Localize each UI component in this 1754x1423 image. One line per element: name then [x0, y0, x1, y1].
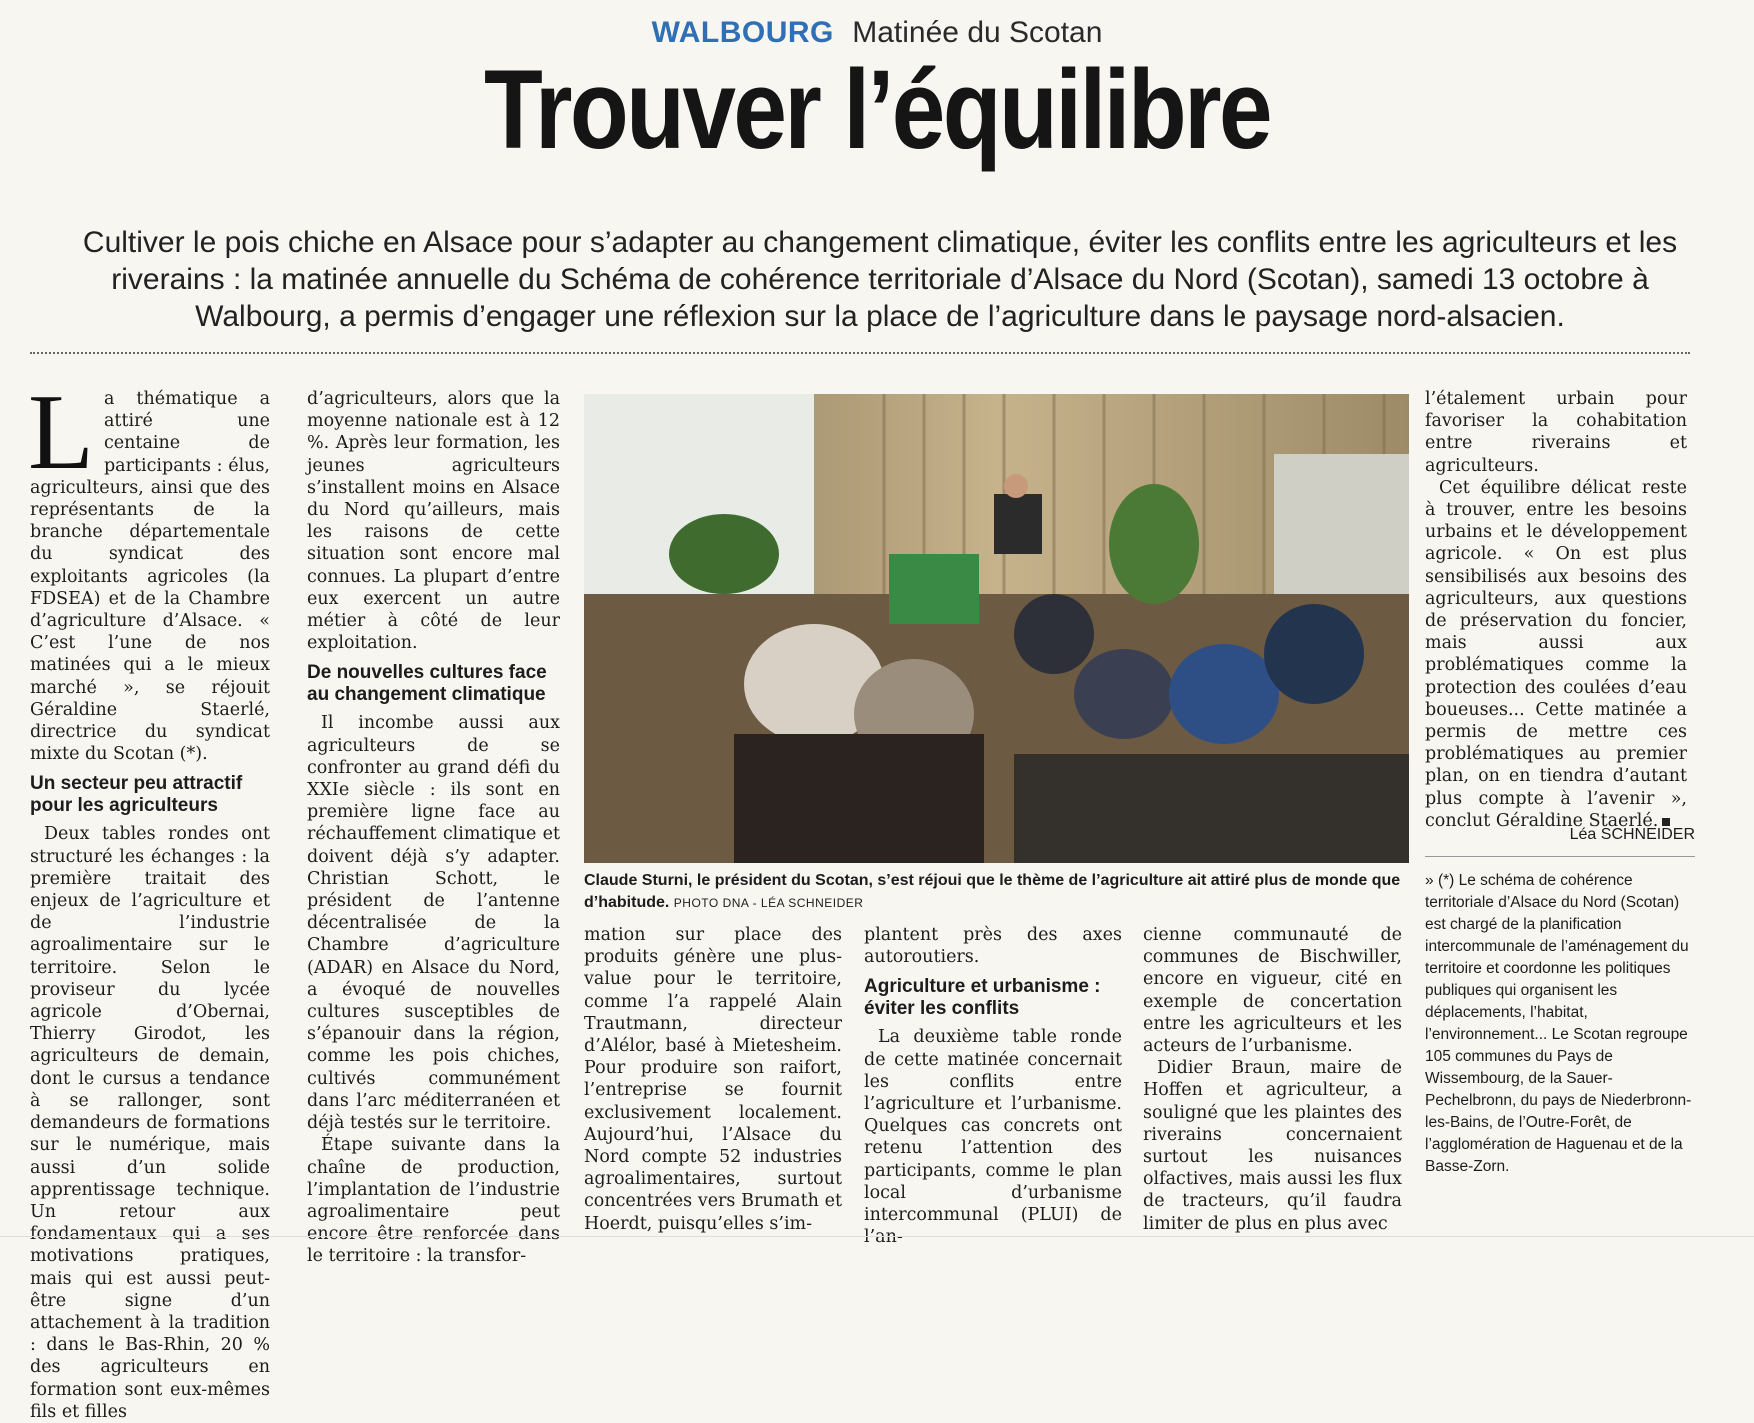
paragraph: plantent près des axes autoroutiers. — [864, 925, 1122, 968]
column-4 — [864, 924, 1122, 1248]
paragraph: Étape suivante dans la chaîne de production, l’implantation de l’industrie agroalimentaire peut encore être renforcée dans le territoire : la transfor- — [307, 1135, 560, 1267]
byline-divider — [1425, 856, 1695, 857]
photo-credit: PHOTO DNA - LÉA SCHNEIDER — [673, 896, 864, 910]
column-1 — [28, 373, 270, 1423]
photo-caption — [584, 870, 1409, 914]
column-6 — [1425, 388, 1687, 832]
paragraph: La deuxième table ronde de cette matinée concernait les conflits entre l’agriculture et l’urbanisme. Quelques cas concrets ont retenu l’attention des participants, comme le plan local d’urbanisme intercommunal (PLUI) de l’an- — [864, 1027, 1122, 1248]
footnote-marker: » — [1425, 872, 1434, 889]
paragraph: d’agriculteurs, alors que la moyenne nationale est à 12 %. Après leur formation, les jeunes agriculteurs s’installent moins en Alsace du Nord qu’ailleurs, mais les raisons de cette situation sont encore mal connues. La plupart d’entre eux exercent un autre métier à côté de leur exploitation. — [307, 389, 560, 654]
paragraph: Didier Braun, maire de Hoffen et agriculteur, a souligné que les plaintes des riverains concernaient surtout les nuisances olfactives, mais aussi les flux de tracteurs, qu’il faudra limiter de plus en plus avec — [1143, 1058, 1402, 1234]
subheading: Agriculture et urbanisme : éviter les conflits — [864, 976, 1101, 1020]
paragraph: mation sur place des produits génère une plus-value pour le territoire, comme l’a rappelé Alain Trautmann, directeur d’Alélor, basé à Mietesheim. Pour produire son raifort, l’entreprise se fournit exclusivement localement. Aujourd’hui, l’Alsace du Nord compte 52 industries agroalimentaires, surtout concentrées vers Brumath et Hoerdt, puisqu’elles s’im- — [584, 925, 842, 1234]
column-2 — [307, 388, 560, 1268]
footnote-text: (*) Le schéma de cohérence territoriale d’Alsace du Nord (Scotan) est chargé de la planification intercommunale de l’aménagement du territoire et coordonne les politiques publiques qui organisent les déplacements, l’habitat, l’environnement... Le Scotan regroupe 105 communes du Pays de Wissembourg, de la Sauer-Pechelbronn, du pays de Niederbronn-les-Bains, de l’Outre-Forêt, de l’agglomération de Haguenau et de la Basse-Zorn. — [1425, 872, 1692, 1175]
paragraph: a thématique a attiré une centaine de participants : élus, agriculteurs, ainsi que des représentants de la branche départementale du syndicat des exploitants agricoles (la FDSEA) et de la Chambre d’agriculture d’Alsace. « C’est l’une de nos matinées qui a le mieux marché », se réjouit Géraldine Staerlé, directrice du syndicat mixte du Scotan (*). — [30, 389, 270, 765]
bottom-rule — [0, 1236, 1754, 1237]
column-5 — [1143, 924, 1402, 1235]
location-tag: WALBOURG — [651, 16, 834, 49]
paragraph: cienne communauté de communes de Bischwiller, encore en vigueur, cité en exemple de concertation entre les agriculteurs et les acteurs de l’urbanisme. — [1143, 925, 1402, 1057]
lead-divider — [30, 352, 1690, 354]
byline: Léa SCHNEIDER — [1569, 826, 1695, 843]
conference-photo — [584, 394, 1409, 863]
dropcap: L — [28, 373, 94, 492]
paragraph-text: Cet équilibre délicat reste à trouver, entre les besoins urbains et le développement agricole. « On est plus sensibilisés aux besoins des agriculteurs, aux questions de préservation du foncier, mais aussi aux problématiques comme la protection des coulées d’eau boueuses... Cette matinée a permis de mettre ces problématiques au premier plan, on en tiendra d’autant plus compte à l’avenir », conclut Géraldine Staerlé. — [1425, 477, 1687, 831]
column-3 — [584, 924, 842, 1235]
photo-illustration — [584, 394, 1409, 863]
paragraph — [1425, 477, 1687, 832]
subheading: De nouvelles cultures face au changement climatique — [307, 662, 547, 706]
lead-paragraph: Cultiver le pois chiche en Alsace pour s’adapter au changement climatique, éviter les conflits entre les agriculteurs et les riverains : la matinée annuelle du Schéma de cohérence territoriale d’Alsace du Nord (Scotan), samedi 13 octobre à Walbourg, a permis d’engager une réflexion sur la place de l’agriculture dans le paysage nord-alsacien. — [82, 226, 1678, 333]
end-mark-icon — [1662, 818, 1670, 826]
paragraph: Deux tables rondes ont structuré les échanges : la première traitait des enjeux de l’agriculture et de l’industrie agroalimentaire sur le territoire. Selon le proviseur du lycée agricole d’Obernai, Thierry Girodot, les agriculteurs de demain, dont le cursus a tendance à se rallonger, sont demandeurs de formations sur le numérique, mais aussi d’un solide apprentissage technique. Un retour aux fondamentaux qui a ses motivations pratiques, mais qui est aussi peut-être signe d’un attachement à la tradition : dans le Bas-Rhin, 20 % des agriculteurs en formation sont eux-mêmes fils et filles — [30, 824, 270, 1422]
topic-tag: Matinée du Scotan — [852, 16, 1103, 49]
footnote — [1425, 870, 1695, 1178]
paragraph: Il incombe aussi aux agriculteurs de se confronter au grand défi du XXIe siècle : ils sont en première ligne face au réchauffement climatique et doivent déjà s’y adapter. Christian Schott, le président de l’antenne décentralisée de la Chambre d’agriculture (ADAR) en Alsace du Nord, a évoqué de nouvelles cultures susceptibles de s’épanouir dans la région, comme les pois chiches, cultivés communément dans l’arc méditerranéen et déjà testés sur le territoire. — [307, 713, 560, 1134]
caption-text: Claude Sturni, le président du Scotan, s’est réjoui que le thème de l’agriculture ait attiré plus de monde que d’habitude. — [584, 872, 1401, 911]
paragraph: l’étalement urbain pour favoriser la cohabitation entre riverains et agriculteurs. — [1425, 389, 1687, 476]
subheading: Un secteur peu attractif pour les agriculteurs — [30, 773, 243, 817]
headline: Trouver l’équilibre — [484, 47, 1270, 172]
